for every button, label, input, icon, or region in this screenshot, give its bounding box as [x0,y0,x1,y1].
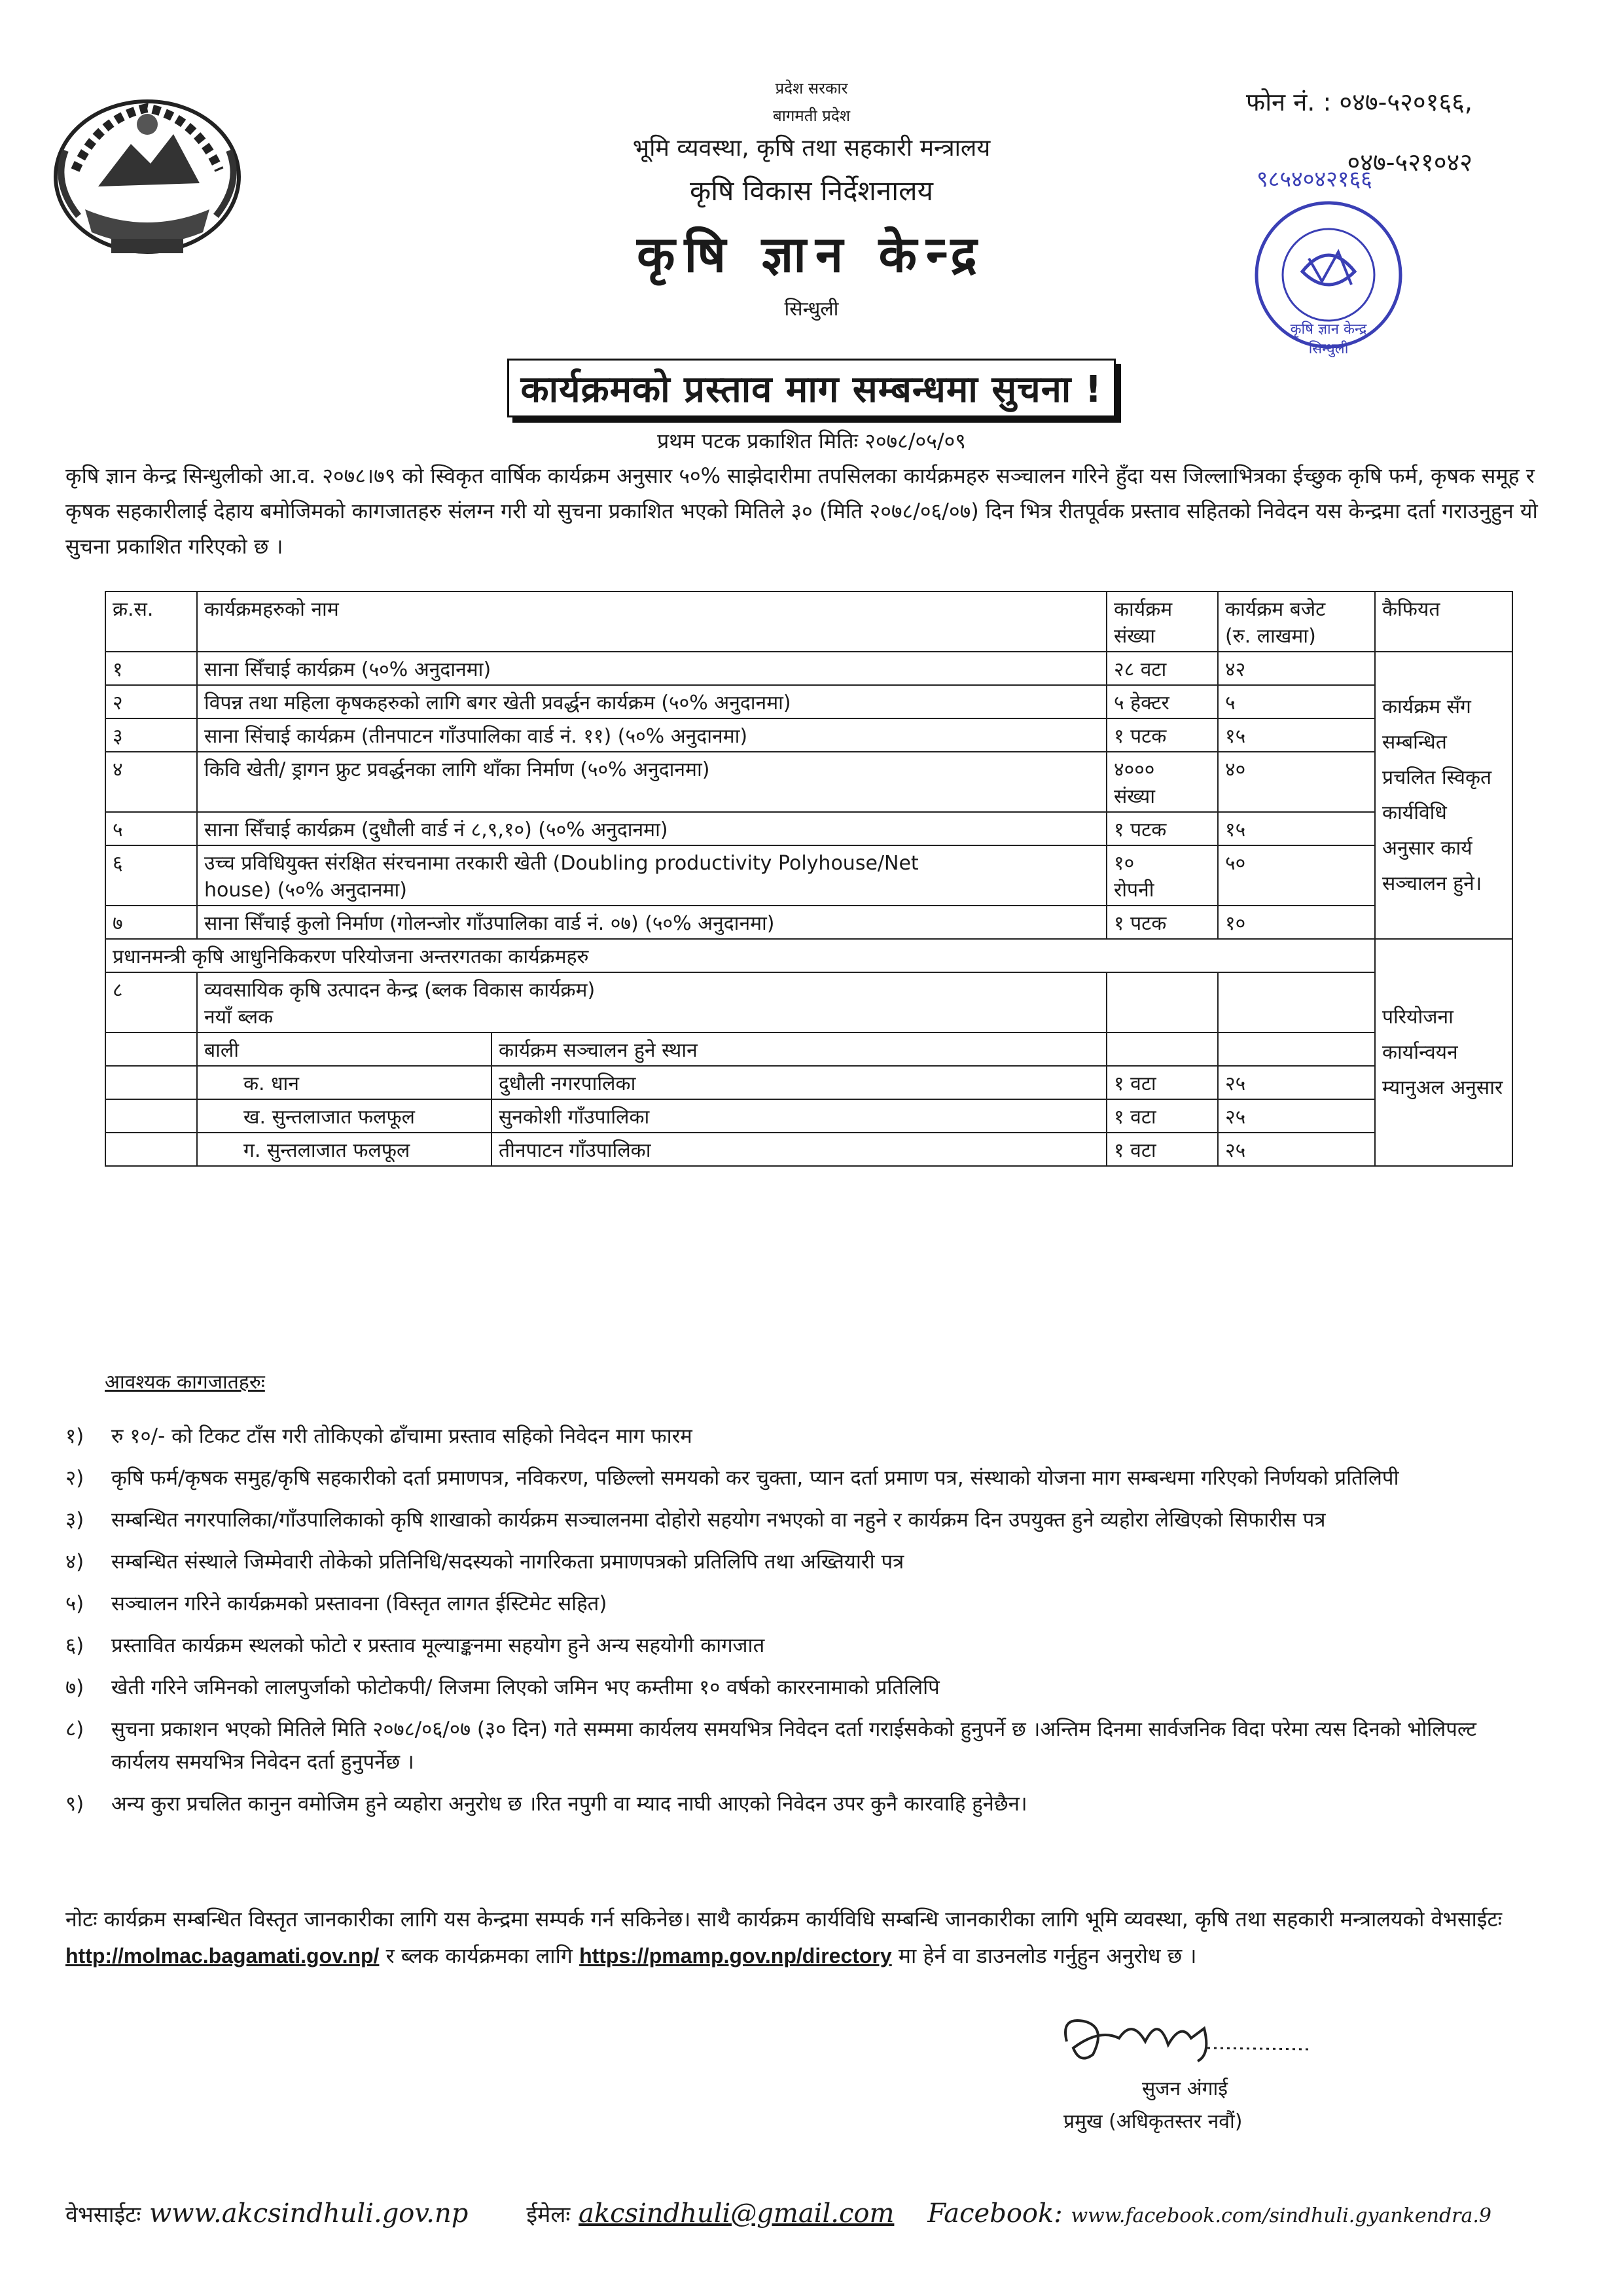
notice-title: कार्यक्रमको प्रस्ताव माग सम्बन्धमा सुचना ! [507,359,1116,417]
government-line: प्रदेश सरकार [775,79,848,97]
signer-title: प्रमुख (अधिकृतस्तर नवौं) [1063,2110,1243,2133]
crop-name: क. धान [197,1066,491,1099]
table-row: ८ व्यवसायिक कृषि उत्पादन केन्द्र (ब्लक विकास कार्यक्रम) नयाँ ब्लक [105,972,1512,1033]
table-row [105,1066,1512,1099]
table-row: २ विपन्न तथा महिला कृषकहरुको लागि बगर खेती प्रवर्द्धन कार्यक्रम (५०% अनुदानमा) ५ हेक्टर ५ [105,685,1512,718]
list-item: ८) सुचना प्रकाशन भएको मितिले मिति २०७८/०६/०७ (३० दिन) गते सम्ममा कार्यलय समयभित्र निवेदन दर्ता गराईसकेको हुनुपर्ने छ ।अन्तिम दिनमा सार्वजनिक विदा परेमा त्यस दिनको भोलिपल्ट कार्यलय समयभित्र निवेदन दर्ता हुनुपर्नेछ । [65,1718,1477,1774]
seal-text: कृषि ज्ञान केन्द्र [1290,321,1367,338]
website-link[interactable]: www.akcsindhuli.gov.np [149,2199,469,2229]
list-item: ४) सम्बन्धित संस्थाले जिम्मेवारी तोकेको प्रतिनिधि/सदस्यको नागरिकता प्रमाणपत्रको प्रतिलिपि तथा अख्तियारी पत्र [65,1550,904,1574]
program-name: साना सिँचाई कार्यक्रम (दुधौली वार्ड नं ८,९,१०) (५०% अनुदानमा) [197,812,1107,845]
pmamp-header: प्रधानमन्त्री कृषि आधुनिकिकरण परियोजना अन्तरगतका कार्यक्रमहरु [105,939,1375,972]
program-name: साना सिंचाई कार्यक्रम (तीनपाटन गाँउपालिका वार्ड नं. ११) (५०% अनुदानमा) [197,718,1107,752]
table-row: ६ उच्च प्रविधियुक्त संरक्षित संरचनामा तरकारी खेती (Doubling productivity Polyhouse/Net house) (५०% अनुदानमा) १० रोपनी ५० [105,845,1512,906]
list-item: ५) सञ्चालन गरिने कार्यक्रमको प्रस्तावना (विस्तृत लागत ईस्टिमेट सहित) [65,1592,607,1616]
table-row [105,1099,1512,1133]
header-budget: कार्यक्रम बजेट (रु. लाखमा) [1218,592,1375,652]
email-link[interactable]: akcsindhuli@gmail.com [579,2199,895,2229]
program-place: दुधौली नगरपालिका [491,1066,1107,1099]
program-place: तीनपाटन गाँउपालिका [491,1133,1107,1166]
remarks-cell: कार्यक्रम सँग सम्बन्धित प्रचलित स्विकृत कार्यविधि अनुसार कार्य सञ्चालन हुने। [1375,652,1512,939]
ministry-website-link[interactable]: http://molmac.bagamati.gov.np/ [65,1944,380,1968]
program-budget: १० [1218,906,1375,939]
header-count: कार्यक्रम संख्या [1107,592,1218,652]
list-item: १) रु १०/- को टिकट टाँस गरी तोकिएको ढाँचामा प्रस्ताव सहिको निवेदन माग फारम [65,1424,692,1448]
program-name: विपन्न तथा महिला कृषकहरुको लागि बगर खेती प्रवर्द्धन कार्यक्रम (५०% अनुदानमा) [197,685,1107,718]
facebook-link[interactable]: www.facebook.com/sindhuli.gyankendra.9 [1071,2204,1492,2227]
program-count: ५ हेक्टर [1107,685,1218,718]
program-name: किवि खेती/ ड्रागन फ्रुट प्रवर्द्धनका लागि थाँका निर्माण (५०% अनुदानमा) [197,752,1107,812]
province-line: बागमती प्रदेश [772,107,851,125]
crop-header: बाली [197,1033,491,1066]
table-row [105,1133,1512,1166]
crop-name: ख. सुन्तलाजात फलफूल [197,1099,491,1133]
table-row: ४ किवि खेती/ ड्रागन फ्रुट प्रवर्द्धनका लागि थाँका निर्माण (५०% अनुदानमा) ४००० संख्या ४० [105,752,1512,812]
list-item: ६) प्रस्तावित कार्यक्रम स्थलको फोटो र प्रस्ताव मूल्याङ्कनमा सहयोग हुने अन्य सहयोगी कागजात [65,1634,765,1657]
program-name: व्यवसायिक कृषि उत्पादन केन्द्र (ब्लक विकास कार्यक्रम) नयाँ ब्लक [197,972,1107,1033]
phone-number: ०४७-५२०१६६, [1339,88,1472,116]
program-count: १ वटा [1107,1133,1218,1166]
notice-title-wrap [0,359,1623,417]
intro-paragraph: कृषि ज्ञान केन्द्र सिन्धुलीको आ.व. २०७८।७९ को स्विकृत वार्षिक कार्यक्रम अनुसार ५०% साझेदारीमा तपसिलका कार्यक्रमहरु सञ्चालन गरिने हुँदा यस जिल्लाभित्रका ईच्छुक कृषि फर्म, कृषक समूह र कृषक सहकारीलाई देहाय बमोजिमको कागजातहरु संलग्न गरी यो सुचना प्रकाशित भएको मितिले ३० (मिति २०७८/०६/०७) दिन भित्र रीतपूर्वक प्रस्ताव सहितको निवेदन यस केन्द्रमा दर्ता गराउनुहुन यो सुचना प्रकाशित गरिएको छ । [65,463,1538,559]
sub-header-row [105,1033,1512,1066]
program-budget: २५ [1218,1099,1375,1133]
program-budget: २५ [1218,1133,1375,1166]
program-count: १ पटक [1107,906,1218,939]
header-program-name: कार्यक्रमहरुको नाम [197,592,1107,652]
documents-title: आवश्यक कागजातहरुः [105,1371,265,1394]
list-item: ३) सम्बन्धित नगरपालिका/गाँउपालिकाको कृषि शाखाको कार्यक्रम सञ्चालनमा दोहोरो सहयोग नभएको वा नहुने र कार्यक्रम दिन उपयुक्त हुने व्यहोरा लेखिएको सिफारीस पत्र [65,1508,1326,1532]
phone-number: ०४७-५२१०४२ [1347,148,1472,177]
program-budget: ५ [1218,685,1375,718]
program-budget: ४२ [1218,652,1375,685]
list-item: ९) अन्य कुरा प्रचलित कानुन वमोजिम हुने व्यहोरा अनुरोध छ ।रित नपुगी वा म्याद नाघी आएको निवेदन उपर कुनै कारवाहि हुनेछैन। [65,1792,1027,1816]
program-count: ४००० संख्या [1107,752,1218,812]
program-table [105,591,1513,1167]
place-header: कार्यक्रम सञ्चालन हुने स्थान [491,1033,1107,1066]
program-count: १ पटक [1107,718,1218,752]
office-name: कृषि ज्ञान केन्द्र [637,225,986,283]
program-count: २८ वटा [1107,652,1218,685]
program-place: सुनकोशी गाँउपालिका [491,1099,1107,1133]
table-header-row [105,592,1512,652]
pmamp-directory-link[interactable]: https://pmamp.gov.np/directory [579,1944,892,1968]
program-budget: २५ [1218,1066,1375,1099]
program-count: १ पटक [1107,812,1218,845]
facebook-label: Facebook: [927,2199,1063,2229]
program-budget: ४० [1218,752,1375,812]
program-budget: १५ [1218,718,1375,752]
program-budget: ५० [1218,845,1375,906]
crop-name: ग. सुन्तलाजात फलफूल [197,1133,491,1166]
handwritten-signature [1054,2002,1315,2074]
ministry-name: भूमि व्यवस्था, कृषि तथा सहकारी मन्त्रालय [632,135,991,162]
header-sn: क्र.स. [105,592,197,652]
table-row: १ साना सिँचाई कार्यक्रम (५०% अनुदानमा) २८ वटा ४२ कार्यक्रम सँग सम्बन्धित प्रचलित स्विकृत कार्यविधि अनुसार कार्य सञ्चालन हुने। [105,652,1512,685]
pmamp-header-row [105,939,1512,972]
office-seal-stamp [1230,167,1427,363]
contact-bar [65,2199,1571,2229]
list-item: २) कृषि फर्म/कृषक समुह/कृषि सहकारीको दर्ता प्रमाणपत्र, नविकरण, पछिल्लो समयको कर चुक्ता, प्यान दर्ता प्रमाण पत्र, संस्थाको योजना माग सम्बन्धमा गरिएको निर्णयको प्रतिलिपी [65,1466,1399,1490]
list-item: ७) खेती गरिने जमिनको लालपुर्जाको फोटोकपी/ लिजमा लिएको जमिन भए कम्तीमा १० वर्षको काररनामाको प्रतिलिपि [65,1676,940,1699]
website-label: वेभसाईटः [65,2202,141,2228]
remarks-cell: परियोजना कार्यान्वयन म्यानुअल अनुसार [1375,939,1512,1166]
program-budget: १५ [1218,812,1375,845]
program-name: उच्च प्रविधियुक्त संरक्षित संरचनामा तरकारी खेती (Doubling productivity Polyhouse/Net house) (५०% अनुदानमा) [197,845,1107,906]
program-name: साना सिँचाई कार्यक्रम (५०% अनुदानमा) [197,652,1107,685]
program-name: साना सिँचाई कुलो निर्माण (गोलन्जोर गाँउपालिका वार्ड नं. ०७) (५०% अनुदानमा) [197,906,1107,939]
phone-number: ९८५४०४२१६६ [1257,167,1372,192]
district-name: सिन्धुली [784,298,839,321]
signer-name: सुजन अंगाई [1142,2077,1228,2100]
program-count: १० रोपनी [1107,845,1218,906]
program-count: १ वटा [1107,1099,1218,1133]
phone-label: फोन नं. : [1245,88,1332,116]
table-row: ७ साना सिँचाई कुलो निर्माण (गोलन्जोर गाँउपालिका वार्ड नं. ०७) (५०% अनुदानमा) १ पटक १० [105,906,1512,939]
email-label: ईमेलः [526,2202,571,2228]
seal-text: सिन्धुली [1308,341,1349,357]
program-count: १ वटा [1107,1066,1218,1099]
table-row: ३ साना सिंचाई कार्यक्रम (तीनपाटन गाँउपालिका वार्ड नं. ११) (५०% अनुदानमा) १ पटक १५ [105,718,1512,752]
documents-list [65,1420,1538,1829]
footer-note: नोटः कार्यक्रम सम्बन्धित विस्तृत जानकारीका लागि यस केन्द्रमा सम्पर्क गर्न सकिनेछ। साथै कार्यक्रम कार्यविधि सम्बन्धि जानकारीका लागि भूमि व्यवस्था, कृषि तथा सहकारी मन्त्रालयको वेभसाईटः http://molmac.bagamati.gov.np/ र ब्लक कार्यक्रमका लागि https://pmamp.gov.np/directory मा हेर्न वा डाउनलोड गर्नुहुन अनुरोध छ । [65,1907,1503,1968]
directorate-name: कृषि विकास निर्देशनालय [690,175,933,207]
publish-date: प्रथम पटक प्रकाशित मितिः २०७८/०५/०९ [657,429,966,453]
table-row: ५ साना सिँचाई कार्यक्रम (दुधौली वार्ड नं ८,९,१०) (५०% अनुदानमा) १ पटक १५ [105,812,1512,845]
header-remarks: कैफियत [1375,592,1512,652]
